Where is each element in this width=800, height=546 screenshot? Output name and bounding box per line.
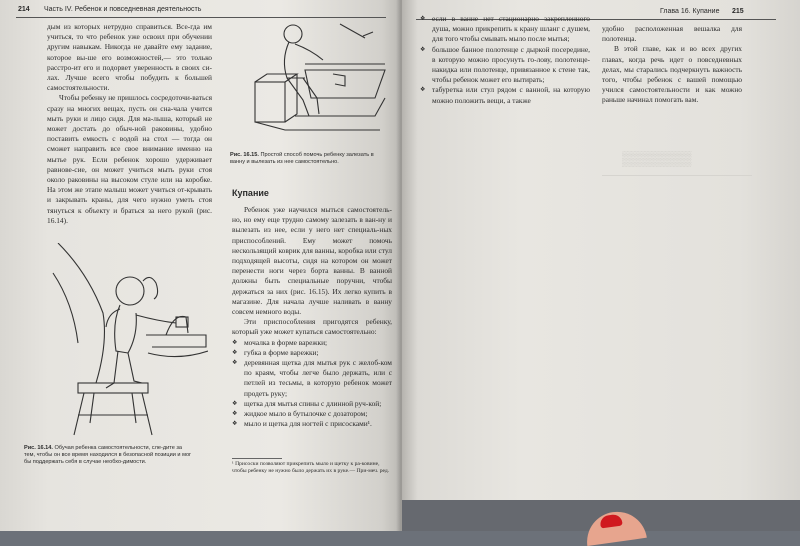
list-item: ❖ большое банное полотенце с дыркой посередине, в которую можно просунуть го-лову, полотенце-накидка или полотенце, привязанное к стене так, чтобы ребенок может его вытирать;	[420, 45, 590, 86]
show-through-text: ▒▒▒▒▒▒▒	[622, 150, 692, 166]
left-paragraph-1: дым из которых нетрудно справиться. Все-гда им учиться, то что ребенок уже освоил при обучении другим навыкам. Никогда не давайте ему задание, которое вы-ше его возможностей,— это только расстро-ит его и подорвет уверенность в своих си-лах. Лучше всего чтобы побудить к большей самостоятельности.	[47, 22, 212, 93]
left-running-header: Часть IV. Ребенок и повседневная деятельность	[44, 6, 202, 13]
list-item: ❖ деревянная щетка для мытья рук с желоб-ком по краям, чтобы легче было держать, или с петлей из тесьмы, в которую ребенок может продеть руку;	[232, 358, 392, 399]
list-item: ❖ губка в форме варежки;	[232, 348, 392, 358]
figure-16-15-text: Простой способ помочь ребенку залезать в ванну и вылезать из нее самостоятельно.	[230, 152, 374, 165]
middle-column-text	[232, 205, 392, 429]
middle-paragraph-1: Ребенок уже научился мыться самостоятель-но, но ему еще трудно самому залезать в ван-ну и вылезать из нее, если у него нет специаль-ных приспособлений. Ему может помочь нескользящий коврик для ванны, коробка или стул подходящей высоты, сидя на котором он может перенести ноги через борта ванны. В ванной должны быть специальные поручни, чтобы держаться за них (рис. 16.15). Их легко купить в магазине. Для начала лучше наливать в ванну совсем немного воды.	[232, 205, 392, 317]
middle-bullet-list	[232, 338, 392, 430]
list-item: ❖ мочалка в форме варежки;	[232, 338, 392, 348]
footnote-rule	[232, 458, 282, 459]
section-heading-bathing: Купание	[232, 188, 269, 198]
list-item: ❖ если в ванне нет стационарно закрепленного душа, можно прикрепить к крану шланг с душем, для того чтобы смывать мыло после мытья;	[420, 14, 590, 45]
left-page-number: 214	[18, 6, 30, 13]
child-washing-hands-illustration	[48, 243, 208, 438]
left-paragraph-2: Чтобы ребенку не пришлось сосредоточи-ваться сразу на многих вещах, пусть он сна-чала учится мыть руки и лицо сидя. Для ма-лыша, который не может достать до обыч-ной раковины, удобно поставить емкость с водой на стол — тогда он сможет направить все свое внимание именно на мытье рук. Если ребенок хорошо удерживает равнове-сие, он может учиться мыть руки стоя около раковины на высоком стуле или на коробке. На этом же этапе малыш может учиться от-крывать и закрывать краны, для чего нужно уметь стоя тянуться к объекту и браться за него рукой (рис. 16.14).	[47, 93, 212, 225]
figure-16-15-caption	[230, 152, 380, 166]
figure-16-14-label: Рис. 16.14.	[24, 445, 53, 451]
middle-paragraph-2: Эти приспособления пригодятся ребенку, который уже может купаться самостоятельно:	[232, 317, 392, 337]
right-col2-paragraph: В этой главе, как и во всех других главах, когда речь идет о повседневных делах, мы старались подчеркнуть важность того, чтобы ребенок с вашей помощью учился самостоятельности и как можно раньше начинал помогать вам.	[602, 44, 742, 105]
right-page-number: 215	[732, 8, 744, 15]
bath-rail-illustration	[245, 20, 390, 140]
right-page	[402, 0, 800, 500]
left-header-rule	[16, 17, 386, 18]
left-column-text	[47, 22, 212, 226]
list-item: ❖ табуретка или стул рядом с ванной, на которую можно положить вещи, а также	[420, 85, 590, 105]
list-item: ❖ щетка для мытья спины с длинной руч-кой;	[232, 399, 392, 409]
right-column-2-text	[602, 24, 742, 106]
right-column-1-text	[420, 14, 590, 106]
show-through-block	[602, 175, 752, 236]
figure-16-15-label: Рис. 16.15.	[230, 152, 259, 158]
figure-16-14-text: Обучая ребенка самостоятельности, сле-дите за тем, чтобы он все время находился в безопасной позиции и мог бы поддержать себя в случае необхо-димости.	[24, 445, 192, 465]
list-item: ❖ жидкое мыло в бутылочке с дозатором;	[232, 409, 392, 419]
figure-16-14-caption	[24, 445, 192, 466]
right-bullet-list	[420, 14, 590, 106]
left-page	[0, 0, 402, 531]
footnote: ¹ Присоски позволяют прикрепить мыло и щетку к ра-ковине, чтобы ребенку не нужно было держать их в руке.— При-меч. ред.	[232, 461, 390, 474]
right-running-header: Глава 16. Купание	[660, 8, 720, 15]
right-col2-continuation: удобно расположенная вешалка для полотенца.	[602, 24, 742, 44]
list-item: ❖ мыло и щетка для ногтей с присосками¹.	[232, 419, 392, 429]
